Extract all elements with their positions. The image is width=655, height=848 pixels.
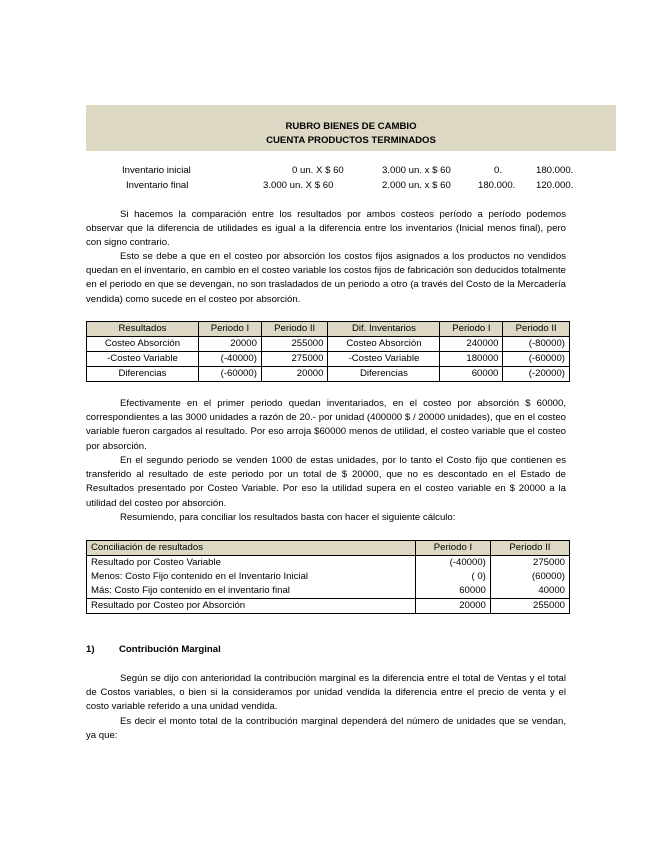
reconciliation-table — [86, 540, 570, 614]
table-total-row — [87, 599, 570, 614]
table-row — [87, 352, 570, 367]
inventory-label: Inventario inicial — [122, 165, 191, 176]
inventory-value-c: 0. — [494, 165, 503, 176]
table-header-cell: Resultados — [87, 322, 199, 337]
table-cell: Resultado por Costeo por Absorción — [87, 599, 416, 614]
table-cell: Costeo Absorción — [87, 337, 199, 352]
table-cell: 255000 — [490, 599, 569, 614]
inventory-value-a: 0 un. X $ 60 — [292, 165, 344, 176]
inventory-value-c: 180.000. — [478, 180, 516, 191]
paragraph-second-period: En el segundo periodo se venden 1000 de estas unidades, por lo tanto el Costo fijo que contienen es transferido al resultado de este periodo por un total de $ 20000, que no es descontado en el Estado de Resultados presentado por Costeo Variable. Por eso la utilidad supera en el costeo variable en $ 20000 a la utilidad del costeo por absorción. — [86, 455, 566, 509]
paragraph-fixed-costs: Esto se debe a que en el costeo por absorción los costos fijos asignados a los productos no vendidos quedan en el inventario, en cambio en el costeo variable los costos fijos de fabricación son deducidos totalmente en el periodo en que se devengan, no son trasladados de un periodo a otro (a través del Costo de la Mercadería vendida) como sucede en el costeo por absorción. — [86, 251, 566, 305]
inventory-value-d: 180.000. — [536, 165, 574, 176]
table-header-cell: Periodo I — [198, 322, 261, 337]
table-cell: 20000 — [416, 599, 491, 614]
table-header-cell: Periodo II — [490, 541, 569, 556]
table-cell: 275000 — [490, 556, 569, 571]
table-cell: 180000 — [440, 352, 503, 367]
table-cell: 20000 — [261, 367, 328, 382]
table-header-cell: Periodo I — [440, 322, 503, 337]
banner-subtitle: CUENTA PRODUCTOS TERMINADOS — [266, 135, 436, 146]
table-cell: 275000 — [261, 352, 328, 367]
table-cell: Más: Costo Fijo contenido en el inventario final — [87, 584, 416, 599]
results-comparison-table — [86, 321, 570, 382]
table-cell: (-60000) — [503, 352, 570, 367]
table-cell: 40000 — [490, 584, 569, 599]
table-cell: 240000 — [440, 337, 503, 352]
table-cell: ( 0) — [416, 570, 491, 584]
table-cell: (-60000) — [198, 367, 261, 382]
table-cell: (-80000) — [503, 337, 570, 352]
paragraph-contribution-total: Es decir el monto total de la contribución marginal dependerá del número de unidades que se vendan, ya que: — [86, 716, 566, 742]
table-header-cell: Dif. Inventarios — [328, 322, 440, 337]
table-cell: -Costeo Variable — [328, 352, 440, 367]
inventory-value-d: 120.000. — [536, 180, 574, 191]
table-row — [87, 584, 570, 599]
table-header-cell: Periodo I — [416, 541, 491, 556]
table-cell: 60000 — [416, 584, 491, 599]
table-cell: Diferencias — [87, 367, 199, 382]
banner-title: RUBRO BIENES DE CAMBIO — [285, 121, 417, 132]
table-row — [87, 556, 570, 571]
inventory-value-a: 3.000 un. X $ 60 — [263, 180, 334, 191]
table-row — [87, 570, 570, 584]
paragraph-summary: Resumiendo, para conciliar los resultados basta con hacer el siguiente cálculo: — [120, 512, 456, 523]
paragraph-comparison: Si hacemos la comparación entre los resultados por ambos costeos período a período podemos observar que la diferencia de utilidades es igual a la diferencia entre los inventarios (Inicial menos final), pero con signo contrario. — [86, 209, 566, 249]
table-cell: (-40000) — [198, 352, 261, 367]
inventory-value-b: 2.000 un. x $ 60 — [382, 180, 451, 191]
table-header-row — [87, 541, 570, 556]
section-number: 1) — [86, 644, 95, 655]
table-cell: -Costeo Variable — [87, 352, 199, 367]
paragraph-first-period: Efectivamente en el primer periodo quedan inventariados, en el costeo por absorción $ 60000, correspondientes a las 3000 unidades a razón de 20.- por unidad (400000 $ / 20000 unidades), que en el costeo variable fueron cargados al resultado. Por eso arroja $60000 menos de utilidad, el costeo variable que el costeo por absorción. — [86, 398, 566, 452]
table-header-cell: Conciliación de resultados — [87, 541, 416, 556]
table-cell: 255000 — [261, 337, 328, 352]
table-cell: Costeo Absorción — [328, 337, 440, 352]
section-heading — [86, 644, 221, 655]
table-cell: (-40000) — [416, 556, 491, 571]
table-cell: Diferencias — [328, 367, 440, 382]
table-cell: (-20000) — [503, 367, 570, 382]
table-cell: Menos: Costo Fijo contenido en el Inventario Inicial — [87, 570, 416, 584]
table-cell: 20000 — [198, 337, 261, 352]
section-title: Contribución Marginal — [119, 644, 221, 655]
table-header-cell: Periodo II — [503, 322, 570, 337]
table-header-cell: Periodo II — [261, 322, 328, 337]
paragraph-contribution-definition: Según se dijo con anterioridad la contribución marginal es la diferencia entre el total de Ventas y el total de Costos variables, o bien si la consideramos por unidad vendida la diferencia entre el precio de venta y el costo variable referido a una unidad vendida. — [86, 673, 566, 713]
table-row — [87, 337, 570, 352]
inventory-label: Inventario final — [126, 180, 189, 191]
table-cell: 60000 — [440, 367, 503, 382]
table-row — [87, 367, 570, 382]
table-cell: (60000) — [490, 570, 569, 584]
table-header-row — [87, 322, 570, 337]
section-banner — [86, 105, 616, 151]
inventory-value-b: 3.000 un. x $ 60 — [382, 165, 451, 176]
table-cell: Resultado por Costeo Variable — [87, 556, 416, 571]
